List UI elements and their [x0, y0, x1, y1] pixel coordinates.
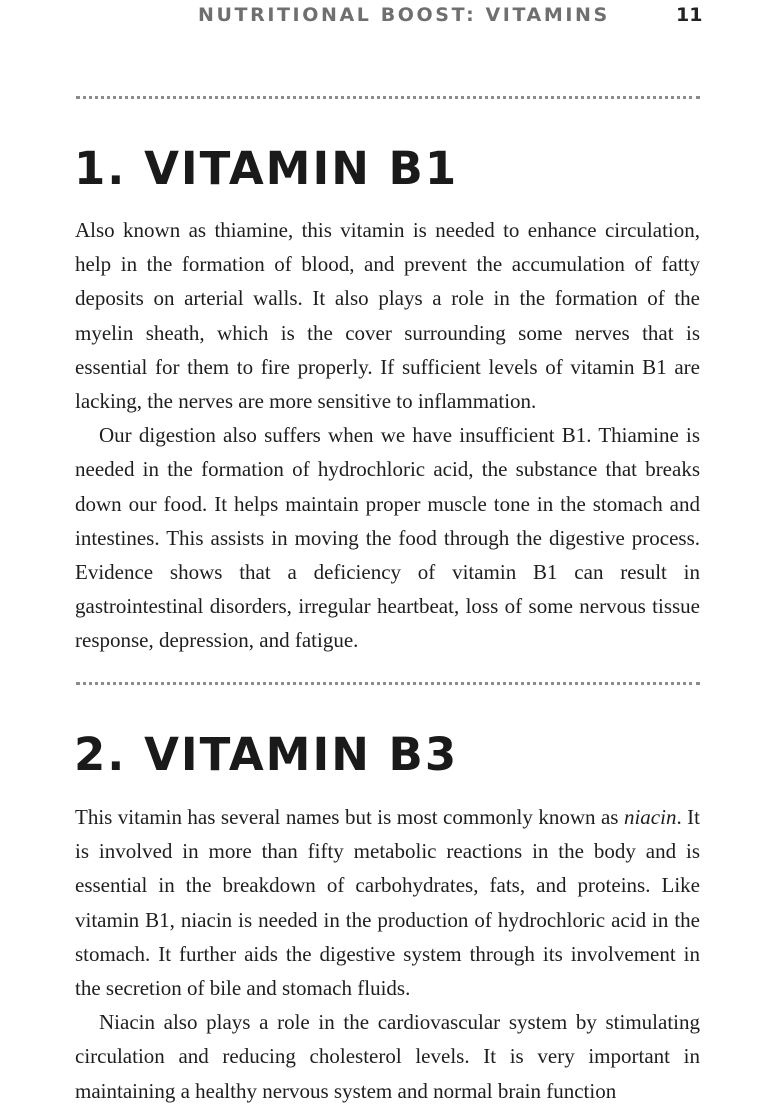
section-heading-vitamin-b1: 1. VITAMIN B1: [74, 142, 459, 195]
dotted-divider: [76, 96, 700, 99]
paragraph: Our digestion also suffers when we have insufficient B1. Thiamine is needed in the formation of hydrochloric acid, the substance that breaks down our food. It helps maintain proper muscle tone in the stomach and intestines. This assists in moving the food through the digestive process. Evidence shows that a deficiency of vitamin B1 can result in gastrointestinal disorders, irregular heartbeat, loss of some nervous tissue response, depression, and fatigue.: [75, 423, 700, 653]
paragraph: [75, 800, 700, 1005]
text-run: This vitamin has several names but is most commonly known as: [75, 805, 624, 829]
italic-term: niacin: [623, 805, 677, 829]
running-head: NUTRITIONAL BOOST: VITAMINS: [198, 4, 610, 26]
section-body-vitamin-b1: [75, 213, 700, 658]
text-run: . It is involved in more than fifty metabolic reactions in the body and is essential in the breakdown of carbohydrates, fats, and proteins. Like vitamin B1, niacin is needed in the production of hydrochloric acid in the stomach. It further aids the digestive system through its involvement in the secretion of bile and stomach fluids.: [75, 805, 701, 1001]
section-heading-vitamin-b3: 2. VITAMIN B3: [74, 728, 459, 781]
paragraph: Also known as thiamine, this vitamin is needed to enhance circulation, help in the formation of blood, and prevent the accumulation of fatty deposits on arterial walls. It also plays a role in the formation of the myelin sheath, which is the cover surrounding some nerves that is essential for them to fire properly. If sufficient levels of vitamin B1 are lacking, the nerves are more sensitive to inflammation.: [75, 218, 700, 414]
dotted-divider: [76, 682, 700, 685]
section-body-vitamin-b3: [75, 800, 700, 1108]
paragraph: Niacin also plays a role in the cardiovascular system by stimulating circulation and reducing cholesterol levels. It is very important in maintaining a healthy nervous system and normal brain function: [75, 1010, 700, 1103]
page-number: 11: [676, 4, 703, 26]
